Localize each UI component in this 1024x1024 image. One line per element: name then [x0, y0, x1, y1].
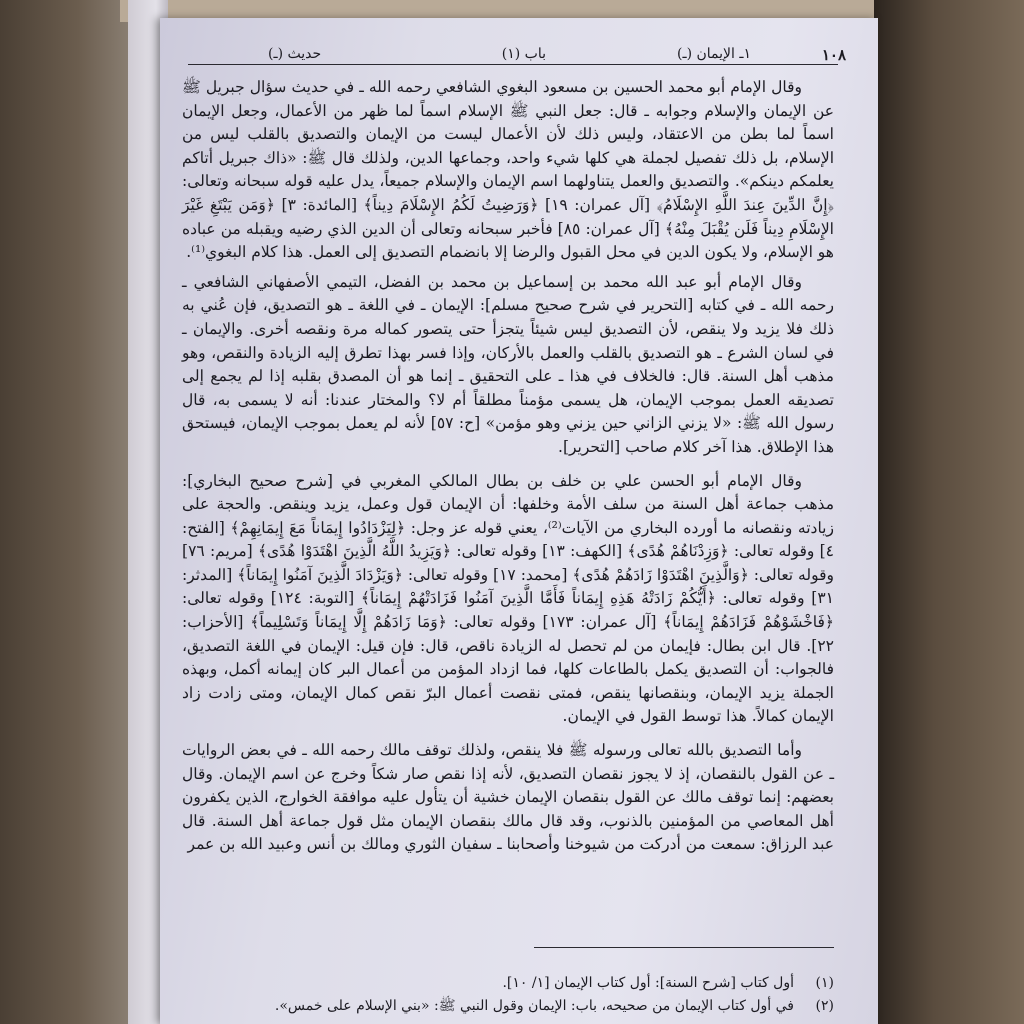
paragraph-tahrir: وقال الإمام أبو عبد الله محمد بن إسماعيل بن محمد بن الفضل، التيمي الأصفهاني الشافعي ـ رحمه الله ـ في كتابه [التحرير في شرح صحيح مسلم]: الإيمان ـ في اللغة ـ هو التصديق، فإن عُني به ذلك فلا يزيد ولا ينقص، لأن التصديق ليس شيئاً يتجزأ حتى يتصور كماله مرة ونقصه أخرى. والإيمان ـ في لسان الشرع ـ هو التصديق بالقلب والعمل بالأركان، وإذا فسر بهذا تطرق إليه الزيادة والنقص، وهو مذهب أهل السنة. قال: فالخلاف في هذا ـ على التحقيق ـ إنما هو أن المصدق بقلبه إذا لم يجمع إلى تصديقه العمل بموجب الإيمان، هل يسمى مؤمناً مطلقاً أم لا؟ والمختار عندنا: أنه لا يسمى به، قال رسول الله ﷺ: «لا يزني الزاني حين يزني وهو مؤمن» [ح: ٥٧] لأنه لم يعمل بموجب الإيمان، فيستحق هذا الإطلاق. هذا آخر كلام صاحب [التحرير].	[182, 272, 834, 456]
book-title: ١ـ الإيمان (ـ)	[677, 46, 751, 62]
footnote-number: (١)	[815, 975, 834, 991]
footnote	[182, 995, 834, 1018]
footnote-rule	[534, 947, 834, 948]
background-left	[0, 0, 130, 1024]
footnotes	[182, 972, 834, 1018]
main-text	[182, 76, 834, 934]
paragraph-tasdiq: وأما التصديق بالله تعالى ورسوله ﷺ فلا ينقص، ولذلك توقف مالك رحمه الله ـ في بعض الروايات ـ عن القول بالنقصان، إذ لا يجوز نقصان التصديق، لأنه إذا نقص صار شكاً وخرج عن اسم الإيمان. وقال بعضهم: إنما توقف مالك عن القول بنقصان الإيمان خشية أن يتأول عليه موافقة الخوارج، الذين يكفرون أهل المعاصي من المؤمنين بالذنوب، وقد قال مالك بنقصان الإيمان مثل قول جماعة أهل السنة. قال عبد الرزاق: سمعت من أدركت من شيوخنا وأصحابنا ـ سفيان الثوري ومالك بن أنس وعبيد الله بن عمر	[182, 741, 834, 854]
footnote	[182, 972, 834, 995]
footnote-text: في أول كتاب الإيمان من صحيحه، باب: الإيمان وقول النبي ﷺ: «بني الإسلام على خمس».	[274, 998, 794, 1014]
paragraph-baghawi: وقال الإمام أبو محمد الحسين بن مسعود البغوي الشافعي رحمه الله ـ في حديث سؤال جبريل ﷺ عن الإيمان والإسلام وجوابه ـ قال: جعل النبي ﷺ الإسلام اسماً لما ظهر من الأعمال، وجعل الإيمان اسماً لما بطن من الاعتقاد، وليس ذلك لأن الأعمال ليست من الإيمان والتصديق بالقلب ليس من الإسلام، بل ذلك تفصيل لجملة هي كلها شيء واحد، وجماعها الدين، ولذلك قال ﷺ: «ذاك جبريل أتاكم يعلمكم دينكم». والتصديق والعمل يتناولهما اسم الإيمان والإسلام جميعاً، يدل عليه قوله سبحانه وتعالى: ﴿إِنَّ الدِّينَ عِندَ اللَّهِ الإِسْلَامُ﴾ [آل عمران: ١٩] ﴿وَرَضِيتُ لَكُمُ الإِسْلَامَ دِيناً﴾ [المائدة: ٣] ﴿وَمَن يَبْتَغِ غَيْرَ الإِسْلَامِ دِيناً فَلَن يُقْبَلَ مِنْهُ﴾ [آل عمران: ٨٥] فأخبر سبحانه وتعالى أن الدين الذي رضيه ويقبله من عباده هو الإسلام، ولا يكون الدين في محل القبول والرضا إلا بانضمام التصديق إلى العمل. هذا كلام البغوي⁽¹⁾.	[182, 78, 834, 262]
running-head	[188, 42, 846, 72]
hadith-label: حديث (ـ)	[268, 46, 322, 62]
footnote-text: أول كتاب [شرح السنة]: أول كتاب الإيمان [١/ ١٠].	[502, 975, 794, 991]
footnote-number: (٢)	[815, 998, 834, 1014]
chapter-title: باب (١)	[501, 46, 546, 62]
header-rule	[188, 64, 838, 65]
background-right	[874, 0, 1024, 1024]
paragraph-ibn-battal: وقال الإمام أبو الحسن علي بن خلف بن بطال المالكي المغربي في [شرح صحيح البخاري]: مذهب جماعة أهل السنة من سلف الأمة وخلفها: أن الإيمان قول وعمل، يزيد وينقص. والحجة على زيادته ونقصانه ما أورده البخاري من الآيات⁽²⁾، يعني قوله عز وجل: ﴿لِيَزْدَادُوا إِيمَاناً مَعَ إِيمَانِهِمْ﴾ [الفتح: ٤] وقوله تعالى: ﴿وَزِدْنَاهُمْ هُدًى﴾ [الكهف: ١٣] وقوله تعالى: ﴿وَيَزِيدُ اللَّهُ الَّذِينَ اهْتَدَوْا هُدًى﴾ [مريم: ٧٦] وقوله تعالى: ﴿وَالَّذِينَ اهْتَدَوْا زَادَهُمْ هُدًى﴾ [محمد: ١٧] وقوله تعالى: ﴿وَيَزْدَادَ الَّذِينَ آمَنُوا إِيمَاناً﴾ [المدثر: ٣١] وقوله تعالى: ﴿أَيُّكُمْ زَادَتْهُ هَذِهِ إِيمَاناً فَأَمَّا الَّذِينَ آمَنُوا فَزَادَتْهُمْ إِيمَاناً﴾ [التوبة: ١٢٤] وقوله تعالى: ﴿فَاخْشَوْهُمْ فَزَادَهُمْ إِيمَاناً﴾ [آل عمران: ١٧٣] وقوله تعالى: ﴿وَمَا زَادَهُمْ إِلَّا إِيمَاناً وَتَسْلِيماً﴾ [الأحزاب: ٢٢]. قال ابن بطال: فإيمان من لم تحصل له الزيادة ناقص، قال: فإن قيل: الإيمان في اللغة التصديق، فالجواب: أن التصديق يكمل بالطاعات كلها، فما ازداد المؤمن من أعمال البر كان إيمانه أكمل، وبهذه الجملة يزيد الإيمان، وبنقصانها ينقص، فمتى نقصت أعمال البرّ نقص كمال الإيمان، ومتى زادت زاد الإيمان كمالاً. هذا توسط القول في الإيمان.	[182, 471, 834, 726]
book-page	[160, 18, 878, 1024]
page-number: ١٠٨	[821, 46, 846, 64]
